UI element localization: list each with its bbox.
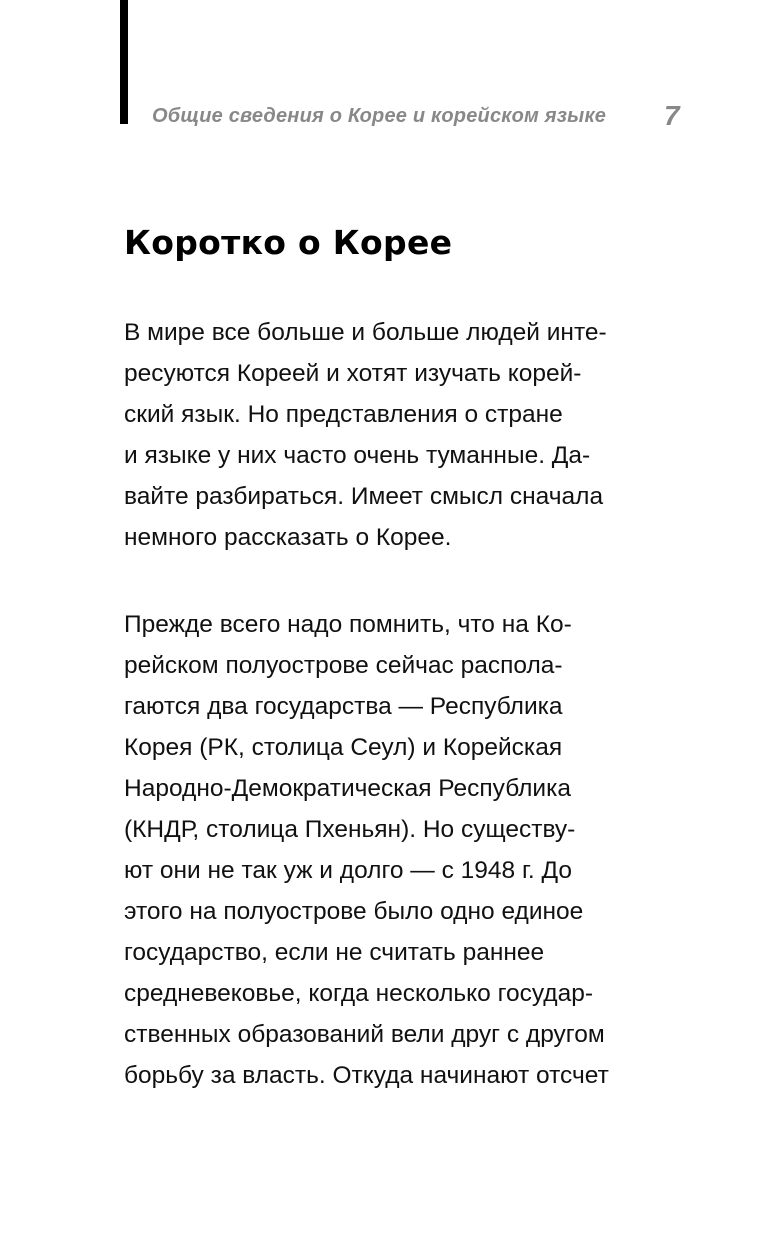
text-line: рейском полуострове сейчас распола- bbox=[124, 652, 563, 679]
text-line: государство, если не считать раннее bbox=[124, 939, 545, 966]
text-line: средневековье, когда несколько государ- bbox=[124, 980, 593, 1007]
text-line: немного рассказать о Корее. bbox=[124, 524, 452, 551]
text-line: борьбу за власть. Откуда начинают отсчет bbox=[124, 1062, 609, 1089]
text-line: гаются два государства — Республика bbox=[124, 693, 563, 720]
page-number: 7 bbox=[664, 100, 680, 131]
text-line: ственных образований вели друг с другом bbox=[124, 1021, 605, 1048]
text-line: ресуются Кореей и хотят изучать корей- bbox=[124, 360, 582, 387]
text-line: Прежде всего надо помнить, что на Ко- bbox=[124, 611, 572, 638]
header-vertical-rule bbox=[120, 0, 128, 124]
text-line: Народно-Демократическая Республика bbox=[124, 775, 571, 802]
text-line: вайте разбираться. Имеет смысл сначала bbox=[124, 483, 604, 510]
text-line: В мире все больше и больше людей инте- bbox=[124, 319, 607, 346]
body-paragraph bbox=[124, 604, 644, 1096]
text-line: ют они не так уж и долго — с 1948 г. До bbox=[124, 857, 573, 884]
text-line: Корея (РК, столица Сеул) и Корейская bbox=[124, 734, 563, 761]
text-line: этого на полуострове было одно единое bbox=[124, 898, 584, 925]
text-line: ский язык. Но представления о стране bbox=[124, 401, 563, 428]
text-line: (КНДР, столица Пхеньян). Но существу- bbox=[124, 816, 576, 843]
running-header: Общие сведения о Корее и корейском языке bbox=[152, 105, 607, 127]
text-line: и языке у них часто очень туманные. Да- bbox=[124, 442, 591, 469]
section-title: Коротко о Корее bbox=[124, 223, 453, 262]
body-paragraph bbox=[124, 312, 644, 558]
